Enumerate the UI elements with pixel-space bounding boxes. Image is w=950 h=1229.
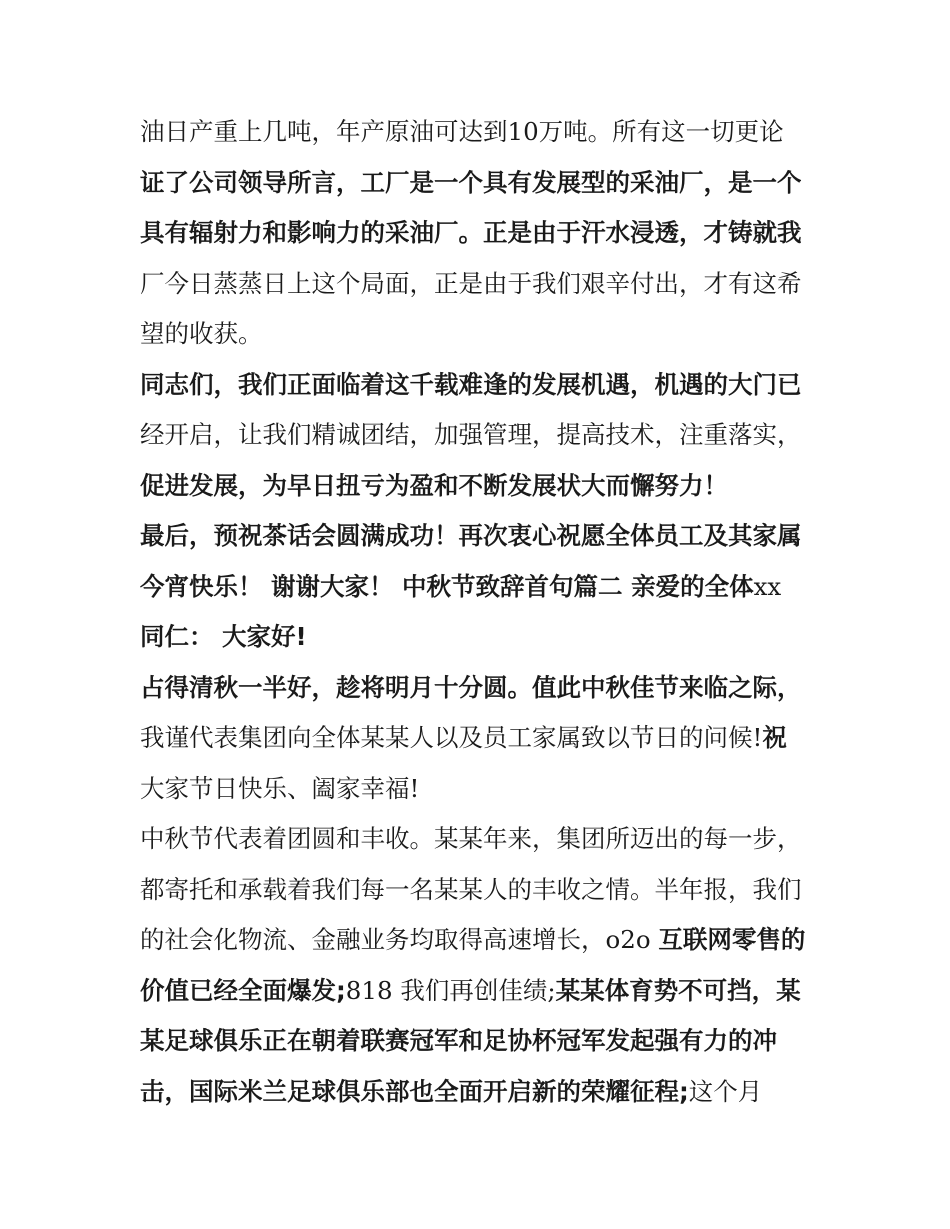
text-line	[140, 107, 820, 158]
text-run: 证了公司领导所言，工厂是一个具有发展型的采油厂，是一个	[140, 167, 802, 197]
text-line	[140, 158, 820, 209]
text-run: xx	[753, 571, 782, 601]
text-line	[140, 360, 820, 411]
text-line	[140, 562, 820, 613]
text-run: 占得清秋一半好，趁将明月十分圆。值此中秋佳节来临之际，	[140, 672, 802, 702]
text-run: 818 我们再创佳绩;	[345, 975, 556, 1005]
text-line	[140, 764, 820, 815]
text-line	[140, 208, 820, 259]
text-line	[140, 1067, 820, 1118]
text-run: 今宵快乐！ 谢谢大家！ 中秋节致辞首句篇二 亲爱的全体	[140, 571, 754, 601]
text-line	[140, 663, 820, 714]
text-run: 价值已经全面爆发;	[140, 975, 346, 1005]
text-run: 同志们，我们正面临着这千载难逢的发展机遇，机遇的大门已	[140, 369, 802, 399]
text-run: 促进发展，为早日扭亏为盈和不断发展状大而懈努力！	[140, 470, 728, 500]
text-run: 同仁： 大家好!	[140, 622, 307, 651]
text-run: 经开启，让我们精诚团结，加强管理，提高技术，注重落实，	[140, 420, 802, 449]
text-run: 祝	[762, 723, 787, 752]
text-line	[140, 915, 820, 966]
text-line	[140, 410, 820, 461]
text-line	[140, 461, 820, 512]
text-run: 具有辐射力和影响力的采油厂。正是由于汗水浸透，才铸就我	[140, 218, 802, 247]
text-line	[140, 865, 820, 916]
text-run: 某某体育势不可挡，某	[555, 975, 801, 1005]
text-line	[140, 814, 820, 865]
text-run: 的社会化物流、金融业务均取得高速增长，o2o	[140, 925, 659, 954]
text-run: 我谨代表集团向全体某某人以及员工家属致以节日的问候!	[140, 723, 763, 752]
text-run: 都寄托和承载着我们每一名某某人的丰收之情。半年报，我们	[140, 874, 802, 904]
text-run: 望的收获。	[140, 319, 263, 348]
text-line	[140, 259, 820, 310]
text-run: 击，国际米兰足球俱乐部也全面开启新的荣耀征程;	[140, 1076, 689, 1106]
text-run: 互联网零售的	[658, 925, 806, 954]
text-line	[140, 612, 820, 663]
text-run: 这个月	[688, 1076, 763, 1106]
text-run: 油日产重上几吨，年产原油可达到10万吨。所有这一切更论	[140, 117, 784, 146]
text-line	[140, 713, 820, 764]
text-line	[140, 1016, 820, 1067]
text-line	[140, 966, 820, 1017]
text-line	[140, 511, 820, 562]
text-line	[140, 309, 820, 360]
text-run: 最后，预祝茶话会圆满成功！再次衷心祝愿全体员工及其家属	[140, 521, 802, 550]
text-run: 厂今日蒸蒸日上这个局面，正是由于我们艰辛付出，才有这希	[140, 268, 802, 298]
text-run: 某足球俱乐正在朝着联赛冠军和足协杯冠军发起强有力的冲	[140, 1026, 777, 1055]
text-run: 大家节日快乐、阖家幸福!	[140, 773, 420, 803]
text-run: 中秋节代表着团圆和丰收。某某年来，集团所迈出的每一步，	[140, 824, 802, 853]
document-body	[140, 107, 820, 1117]
